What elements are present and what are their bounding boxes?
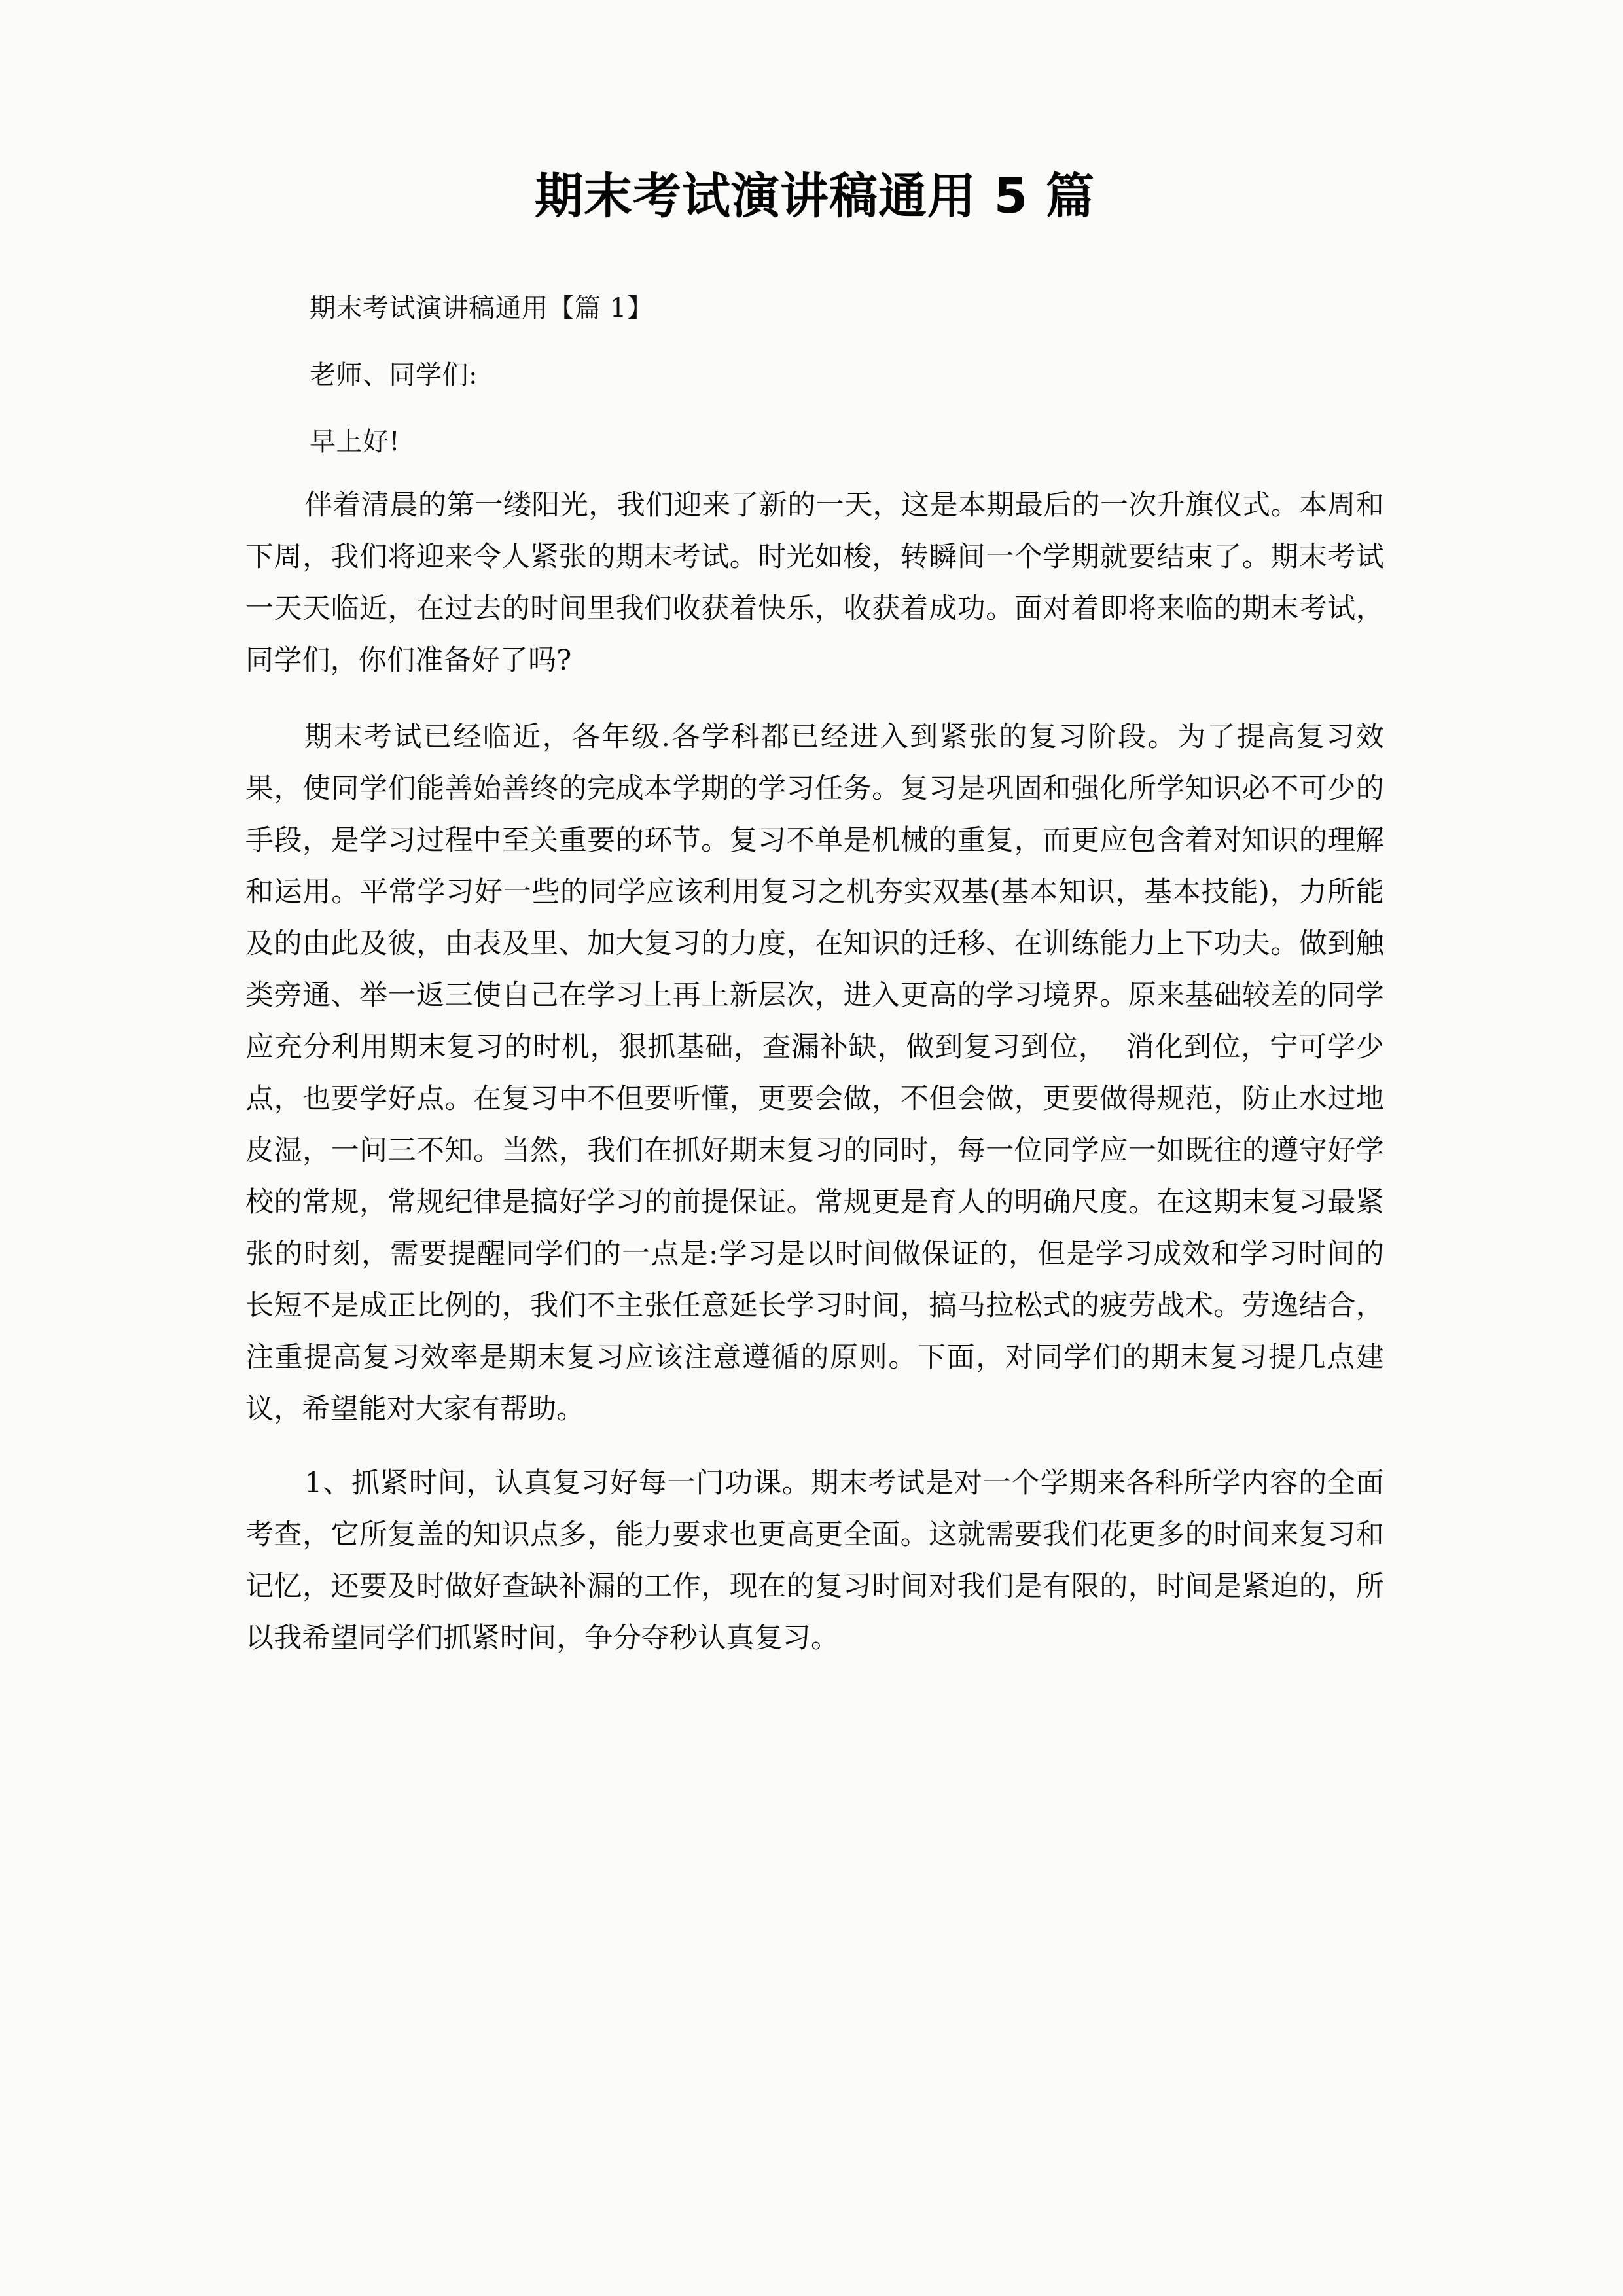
document-content — [245, 0, 1402, 1664]
body-paragraph-3: 1、抓紧时间，认真复习好每一门功课。期末考试是对一个学期来各科所学内容的全面考查，它所复盖的知识点多，能力要求也更高更全面。这就需要我们花更多的时间来复习和记忆，还要及时做好查缺补漏的工作，现在的复习时间对我们是有限的，时间是紧迫的，所以我希望同学们抓紧时间，争分夺秒认真复习。 — [245, 1467, 1384, 1655]
greeting-line: 早上好! — [310, 427, 401, 457]
page-title: 期末考试演讲稿通用 5 篇 — [534, 168, 1095, 224]
body-paragraph-1: 伴着清晨的第一缕阳光，我们迎来了新的一天，这是本期最后的一次升旗仪式。本周和下周，我们将迎来令人紧张的期末考试。时光如梭，转瞬间一个学期就要结束了。期末考试一天天临近，在过去的时间里我们收获着快乐，收获着成功。面对着即将来临的期末考试，同学们，你们准备好了吗? — [245, 489, 1384, 677]
salutation-line: 老师、同学们: — [310, 360, 478, 391]
section-heading: 期末考试演讲稿通用【篇 1】 — [310, 293, 654, 324]
body-paragraph-2: 期末考试已经临近，各年级.各学科都已经进入到紧张的复习阶段。为了提高复习效果，使同学们能善始善终的完成本学期的学习任务。复习是巩固和强化所学知识必不可少的手段，是学习过程中至关重要的环节。复习不单是机械的重复，而更应包含着对知识的理解和运用。平常学习好一些的同学应该利用复习之机夯实双基(基本知识，基本技能)，力所能及的由此及彼，由表及里、加大复习的力度，在知识的迁移、在训练能力上下功夫。做到触类旁通、举一返三使自己在学习上再上新层次，进入更高的学习境界。原来基础较差的同学应充分利用期末复习的时机，狠抓基础，查漏补缺，做到复习到位， 消化到位，宁可学少点，也要学好点。在复习中不但要听懂，更要会做，不但会做，更要做得规范，防止水过地皮湿，一问三不知。当然，我们在抓好期末复习的同时，每一位同学应一如既往的遵守好学校的常规，常规纪律是搞好学习的前提保证。常规更是育人的明确尺度。在这期末复习最紧 张的时刻，需要提醒同学们的一点是:学习是以时间做保证的，但是学习成效和学习时间的长短不是成正比例的，我们不主张任意延长学习时间，搞马拉松式的疲劳战术。劳逸结合，注重提高复习效率是期末复习应该注意遵循的原则。下面，对同学们的期末复习提几点建议，希望能对大家有帮助。 — [245, 721, 1402, 1426]
